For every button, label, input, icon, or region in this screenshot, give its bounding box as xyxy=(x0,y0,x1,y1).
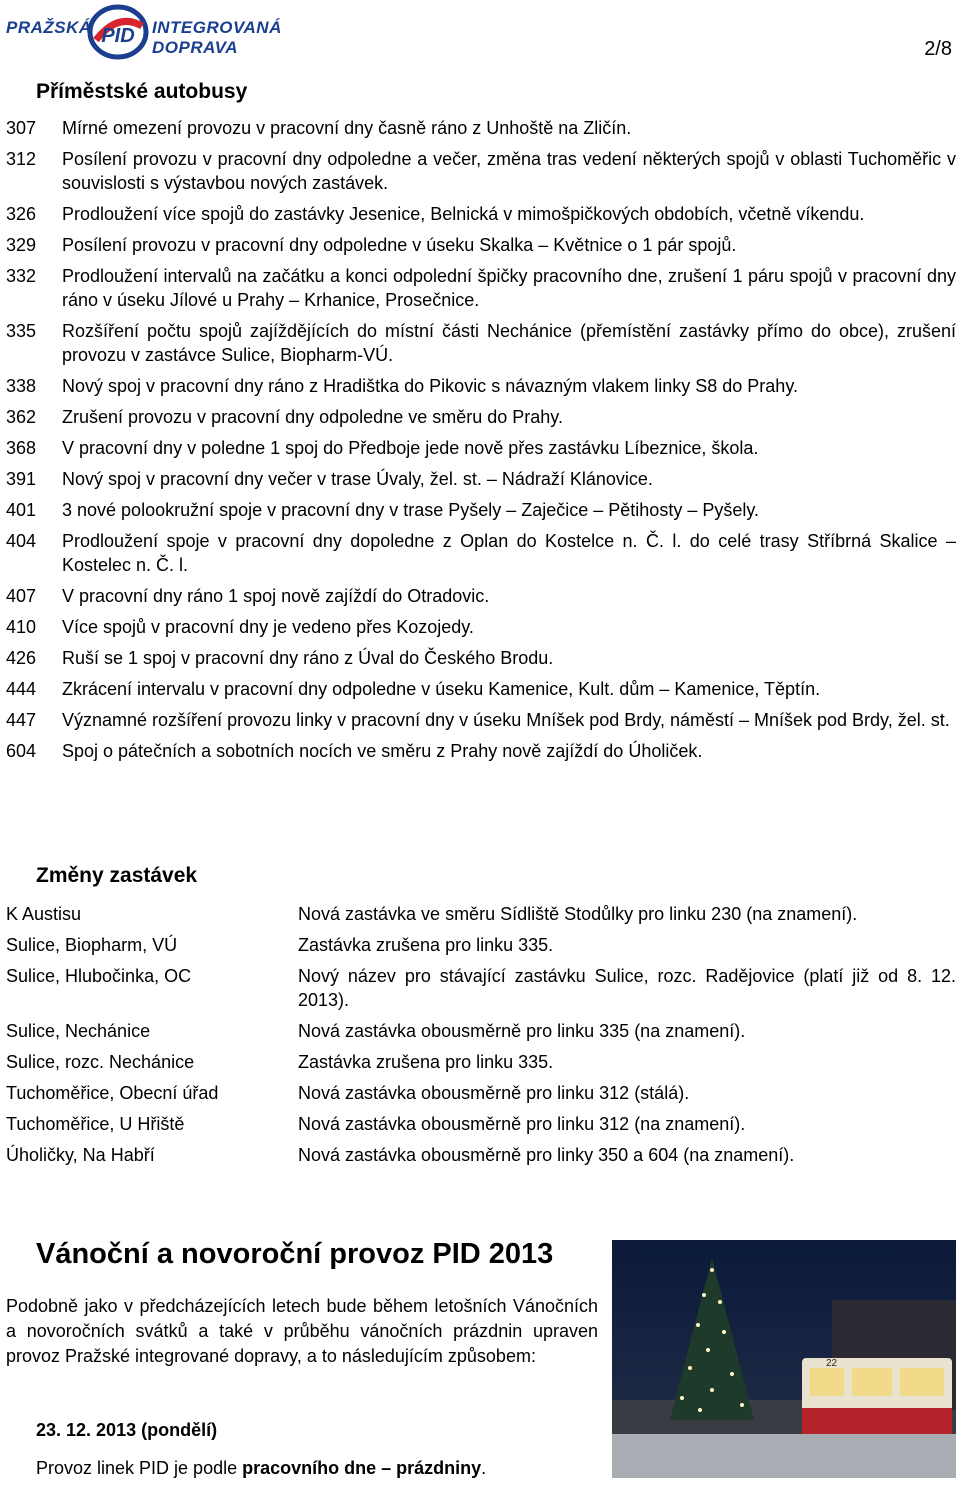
list-item xyxy=(6,646,956,670)
table-row xyxy=(6,1081,956,1105)
list-item xyxy=(6,615,956,639)
stop-name: Sulice, rozc. Nechánice xyxy=(6,1052,195,1072)
stop-changes-list xyxy=(6,902,956,1174)
line-description: Posílení provozu v pracovní dny odpoledne a večer, změna tras vedení některých spojů v oblasti Tuchoměřic v souvislosti s výstavbou nových zastávek. xyxy=(62,149,956,193)
list-item xyxy=(6,677,956,701)
line-number: 329 xyxy=(6,235,37,255)
line-number: 401 xyxy=(6,500,37,520)
stop-description: Nová zastávka obousměrně pro linku 312 (na znamení). xyxy=(298,1114,746,1134)
line-description: Ruší se 1 spoj v pracovní dny ráno z Úval do Českého Brodu. xyxy=(62,648,554,668)
list-item xyxy=(6,116,956,140)
list-item xyxy=(6,436,956,460)
pid-logo-text: PID xyxy=(101,25,135,47)
stop-name: Sulice, Biopharm, VÚ xyxy=(6,935,178,955)
christmas-intro: Podobně jako v předcházejících letech bude během letošních Vánočních a novoročních svátků a také v průběhu vánočních prázdnin upraven provoz Pražské integrované dopravy, a to následujícím způsobem: xyxy=(6,1296,598,1366)
line-number: 368 xyxy=(6,438,37,458)
line-number: 604 xyxy=(6,741,37,761)
date-heading: 23. 12. 2013 (pondělí) xyxy=(36,1420,218,1440)
stop-description: Nový název pro stávající zastávku Sulice, rozc. Radějovice (platí již od 8. 12. 2013). xyxy=(298,966,956,1010)
tram-icon xyxy=(802,1358,952,1434)
line-number: 407 xyxy=(6,586,37,606)
table-row xyxy=(6,1019,956,1043)
pid-logo-icon xyxy=(86,4,150,60)
stop-description: Nová zastávka obousměrně pro linku 335 (na znamení). xyxy=(298,1021,746,1041)
stop-description: Zastávka zrušena pro linku 335. xyxy=(298,935,554,955)
list-item xyxy=(6,233,956,257)
line-description: Rozšíření počtu spojů zajíždějících do místní části Nechánice (přemístění zastávky přímo do obce), zrušení provozu v zastávce Sulice, Biopharm-VÚ. xyxy=(62,321,956,365)
list-item xyxy=(6,584,956,608)
line-description: Zkrácení intervalu v pracovní dny odpoledne v úseku Kamenice, Kult. dům – Kamenice, Těptín. xyxy=(62,679,821,699)
line-number: 335 xyxy=(6,321,37,341)
section-title-stop-changes: Změny zastávek xyxy=(36,864,198,887)
list-item xyxy=(6,374,956,398)
stop-name: Sulice, Nechánice xyxy=(6,1021,151,1041)
stop-name: K Austisu xyxy=(6,904,82,924)
line-description: Nový spoj v pracovní dny večer v trase Úvaly, žel. st. – Nádraží Klánovice. xyxy=(62,469,653,489)
table-row xyxy=(6,933,956,957)
line-description: Prodloužení intervalů na začátku a konci odpolední špičky pracovního dne, zrušení 1 páru spojů v pracovní dny ráno v úseku Jílové u Prahy – Krhanice, Prosečnice. xyxy=(62,266,956,310)
list-item xyxy=(6,319,956,367)
stop-description: Nová zastávka ve směru Sídliště Stodůlky pro linku 230 (na znamení). xyxy=(298,904,858,924)
list-item xyxy=(6,498,956,522)
line-number: 410 xyxy=(6,617,37,637)
line-number: 338 xyxy=(6,376,37,396)
list-item xyxy=(6,529,956,577)
stop-name: Tuchoměřice, U Hřiště xyxy=(6,1114,185,1134)
line-number: 426 xyxy=(6,648,37,668)
stop-name: Úholičky, Na Habří xyxy=(6,1145,155,1165)
header-logo xyxy=(6,4,366,60)
section-title-christmas: Vánoční a novoroční provoz PID 2013 xyxy=(36,1238,554,1270)
logo-text-left: PRAŽSKÁ xyxy=(6,18,92,37)
line-number: 326 xyxy=(6,204,37,224)
line-description: V pracovní dny ráno 1 spoj nově zajíždí do Otradovic. xyxy=(62,586,490,606)
list-item xyxy=(6,202,956,226)
stop-name: Sulice, Hlubočinka, OC xyxy=(6,966,192,986)
stop-description: Nová zastávka obousměrně pro linky 350 a 604 (na znamení). xyxy=(298,1145,795,1165)
stop-description: Nová zastávka obousměrně pro linku 312 (stálá). xyxy=(298,1083,690,1103)
line-description: Zrušení provozu v pracovní dny odpoledne ve směru do Prahy. xyxy=(62,407,563,427)
list-item xyxy=(6,147,956,195)
table-row xyxy=(6,1112,956,1136)
line-description: Významné rozšíření provozu linky v pracovní dny v úseku Mníšek pod Brdy, náměstí – Mníšek pod Brdy, žel. st. xyxy=(62,710,950,730)
stop-name: Tuchoměřice, Obecní úřad xyxy=(6,1083,219,1103)
line-description: Nový spoj v pracovní dny ráno z Hradištka do Pikovic s návazným vlakem linky S8 do Prahy. xyxy=(62,376,798,396)
tram-number: 22 xyxy=(826,1358,838,1369)
line-number: 312 xyxy=(6,149,37,169)
line-description: 3 nové polookružní spoje v pracovní dny v trase Pyšely – Zaječice – Pětihosty – Pyšely. xyxy=(62,500,760,520)
line-description: V pracovní dny v poledne 1 spoj do Předboje jede nově přes zastávku Líbeznice, škola. xyxy=(62,438,759,458)
table-row xyxy=(6,1050,956,1074)
line-description: Prodloužení více spojů do zastávky Jesenice, Belnická v mimošpičkových obdobích, včetně víkendu. xyxy=(62,204,865,224)
line-number: 362 xyxy=(6,407,37,427)
line-number: 444 xyxy=(6,679,37,699)
line-description: Mírné omezení provozu v pracovní dny časně ráno z Unhoště na Zličín. xyxy=(62,118,632,138)
christmas-tree-tram-photo xyxy=(612,1240,956,1478)
operation-note-prefix: Provoz linek PID je podle xyxy=(36,1458,243,1478)
table-row xyxy=(6,964,956,1012)
table-row xyxy=(6,1143,956,1167)
line-description: Spoj o pátečních a sobotních nocích ve směru z Prahy nově zajíždí do Úholiček. xyxy=(62,741,703,761)
logo-text-right: INTEGROVANÁ DOPRAVA xyxy=(152,18,282,57)
line-number: 404 xyxy=(6,531,37,551)
line-number: 307 xyxy=(6,118,37,138)
line-description: Posílení provozu v pracovní dny odpoledne v úseku Skalka – Květnice o 1 pár spojů. xyxy=(62,235,737,255)
section-title-suburban-buses: Příměstské autobusy xyxy=(36,80,248,103)
operation-note xyxy=(36,1458,486,1479)
line-changes-list xyxy=(6,116,956,770)
operation-note-bold: pracovního dne – prázdniny xyxy=(242,1458,482,1478)
line-description: Prodloužení spoje v pracovní dny dopoledne z Oplan do Kostelce n. Č. l. do celé trasy Stříbrná Skalice – Kostelec n. Č. l. xyxy=(62,531,956,575)
page-number: 2/8 xyxy=(924,38,952,60)
list-item xyxy=(6,405,956,429)
operation-note-suffix: . xyxy=(481,1458,487,1478)
list-item xyxy=(6,708,956,732)
list-item xyxy=(6,467,956,491)
line-number: 391 xyxy=(6,469,37,489)
line-description: Více spojů v pracovní dny je vedeno přes Kozojedy. xyxy=(62,617,474,637)
line-number: 332 xyxy=(6,266,37,286)
stop-description: Zastávka zrušena pro linku 335. xyxy=(298,1052,554,1072)
line-number: 447 xyxy=(6,710,37,730)
list-item xyxy=(6,739,956,763)
list-item xyxy=(6,264,956,312)
table-row xyxy=(6,902,956,926)
